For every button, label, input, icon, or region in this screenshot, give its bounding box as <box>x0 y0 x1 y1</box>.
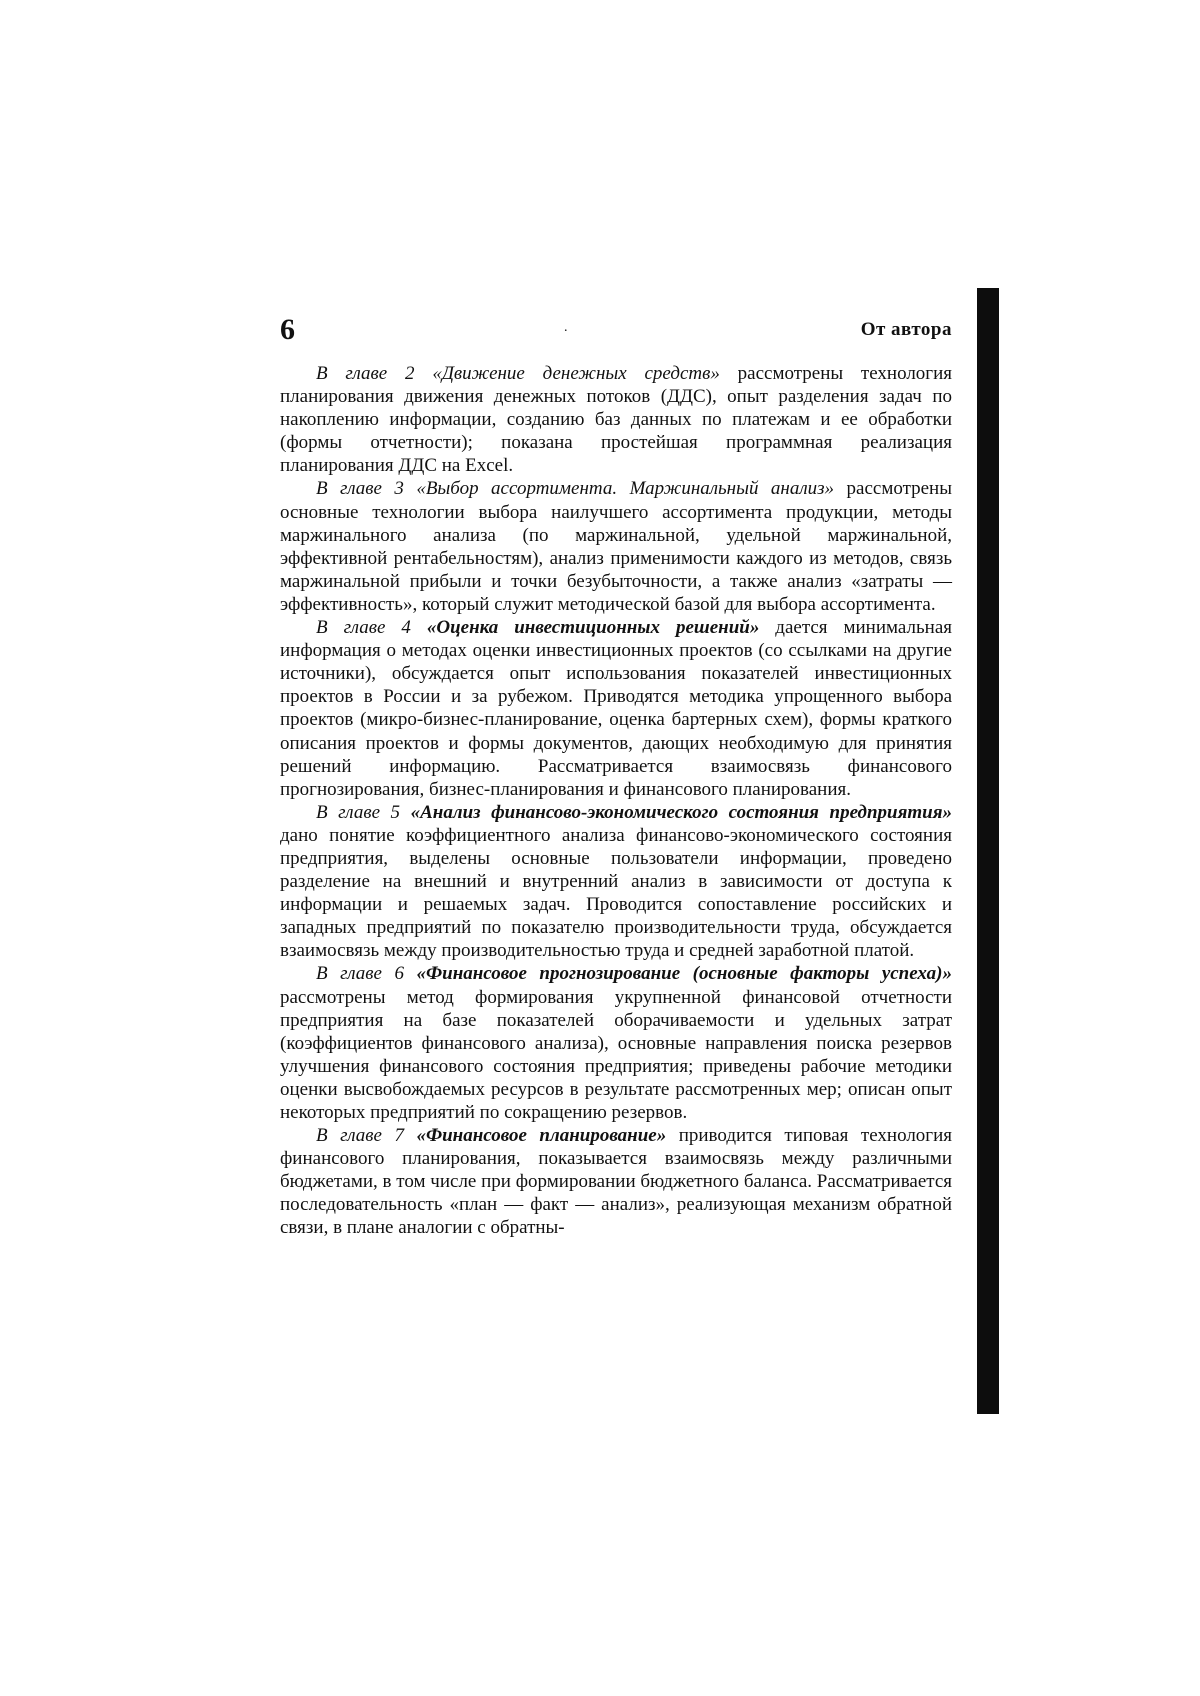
running-head: От автора <box>860 319 952 340</box>
header-dot: . <box>564 320 568 335</box>
paragraph-chapter-3 <box>280 477 952 616</box>
paragraph-text: рассмотрены основные технологии выбора наилучшего ассортимента продукции, методы маржинального анализа (по маржинальной, удельной маржинальной, эффективной рентабельностям), анализ применимости каждого из методов, связь маржинальной прибыли и точки безубыточности, а также анализ «затраты — эффективность», который служит методической базой для выбора ассортимента. <box>280 478 952 615</box>
paragraph-text: дается минимальная информация о методах оценки инвестиционных проектов (со ссылками на другие источники), обсуждается опыт использования показателей инвестиционных проектов в России и за рубежом. Приводятся методика упрощенного выбора проектов (микро-бизнес-планирование, оценка бартерных схем), формы краткого описания проектов и формы документов, дающих необходимую для принятия решений информацию. Рассматривается взаимосвязь финансового прогнозирования, бизнес-планирования и финансового планирования. <box>280 617 952 800</box>
chapter-ref: В главе 5 <box>316 801 401 823</box>
paragraph-text: рассмотрены метод формирования укрупненной финансовой отчетности предприятия на базе показателей оборачиваемости и удельных затрат (коэффициентов финансового анализа), основные направления поиска резервов улучшения финансового состояния предприятия; приведены рабочие методики оценки высвобождаемых ресурсов в результате рассмотренных мер; описан опыт некоторых предприятий по сокращению резервов. <box>280 986 952 1123</box>
chapter-ref: В главе 7 <box>316 1125 404 1147</box>
paragraph-text: приводится типовая технология финансового планирования, показывается взаимосвязь между различными бюджетами, в том числе при формировании бюджетного баланса. Рассматривается последовательность «план — факт — анализ», реализующая механизм обратной связи, в плане аналогии с обратны- <box>280 1125 952 1239</box>
chapter-ref: В главе 3 <box>316 478 404 500</box>
chapter-title: «Финансовое прогнозирование (основные факторы успеха)» <box>416 963 953 985</box>
chapter-ref: В главе 4 <box>316 617 411 639</box>
chapter-title: «Выбор ассортимента. Маржинальный анализ» <box>416 478 835 500</box>
body-text <box>280 362 952 1240</box>
paragraph-text: дано понятие коэффициентного анализа финансово-экономического состояния предприятия, выделены основные пользователи информации, проведено разделение на внешний и внутренний анализ в зависимости от доступа к информации и решаемых задач. Проводится сопоставление российских и западных предприятий по показателю производительности труда, обсуждается взаимосвязь между производительностью труда и средней заработной платой. <box>280 824 952 962</box>
chapter-title: «Движение денежных средств» <box>432 363 720 384</box>
chapter-title: «Анализ финансово-экономического состояния предприятия» <box>410 801 953 823</box>
scan-edge-shadow <box>977 288 999 1414</box>
paragraph-chapter-7 <box>280 1124 952 1239</box>
page-header <box>280 310 952 350</box>
chapter-title: «Оценка инвестиционных решений» <box>426 617 760 639</box>
chapter-ref: В главе 6 <box>316 963 404 985</box>
paragraph-chapter-2 <box>280 362 952 477</box>
paragraph-text: рассмотрены технология планирования движения денежных потоков (ДДС), опыт разделения задач по накоплению информации, созданию баз данных по платежам и ее обработки (формы отчетности); показана простейшая программная реализация планирования ДДС на Excel. <box>280 363 953 477</box>
paragraph-chapter-4 <box>280 616 952 801</box>
page-number: 6 <box>280 313 295 346</box>
paragraph-chapter-5 <box>280 801 952 963</box>
chapter-ref: В главе 2 <box>316 363 415 384</box>
chapter-title: «Финансовое планирование» <box>416 1125 667 1147</box>
paragraph-chapter-6 <box>280 962 952 1124</box>
